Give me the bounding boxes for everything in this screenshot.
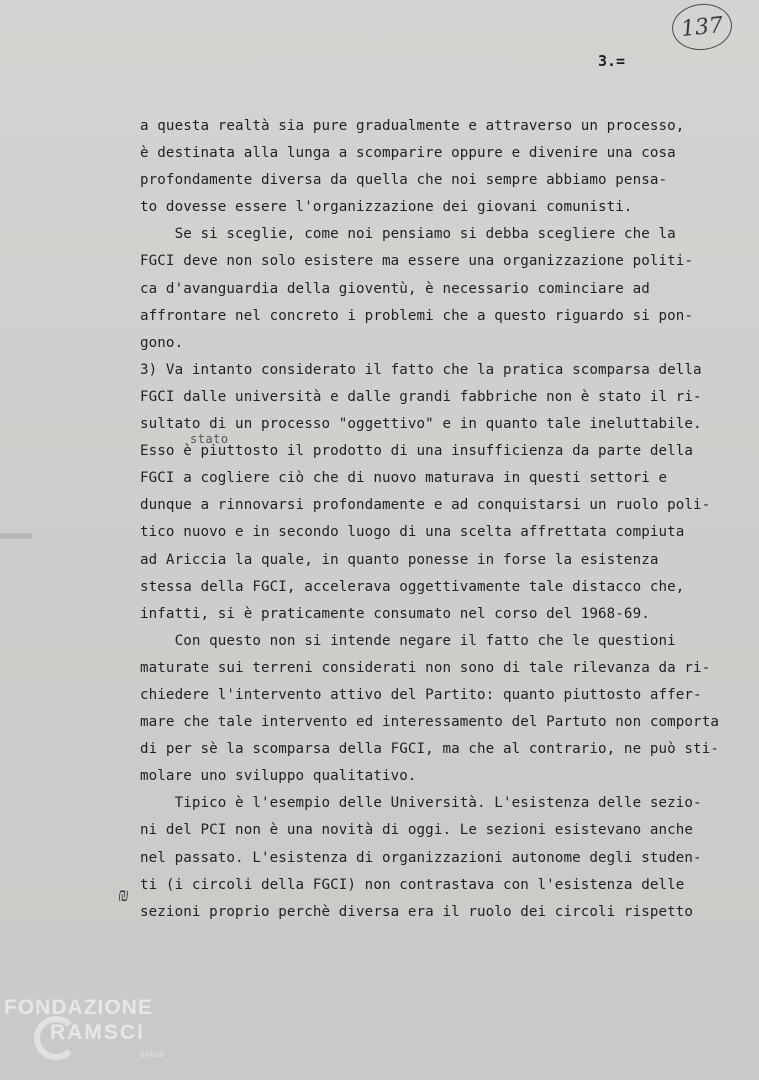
text-line: Con questo non si intende negare il fatto che le questioni xyxy=(140,632,676,649)
margin-annotation: ₪ xyxy=(118,885,129,906)
text-line: profondamente diversa da quella che noi sempre abbiamo pensa- xyxy=(140,172,668,189)
text-line: 3) Va intanto considerato il fatto che la pratica scomparsa della xyxy=(140,361,702,378)
text-line: di per sè la scomparsa della FGCI, ma che al contrario, ne può sti- xyxy=(140,741,719,758)
text-line: affrontare nel concreto i problemi che a questo riguardo si pon- xyxy=(140,307,694,324)
text-line: molare uno sviluppo qualitativo. xyxy=(140,768,417,785)
text-line: dunque a rinnovarsi profondamente e ad conquistarsi un ruolo poli- xyxy=(140,497,711,514)
text-line: sezioni proprio perchè diversa era il ruolo dei circoli rispetto xyxy=(140,903,694,920)
text-line: è destinata alla lunga a scomparire oppure e divenire una cosa xyxy=(140,145,676,162)
text-line: FGCI a cogliere ciò che di nuovo maturava in questi settori e xyxy=(140,470,668,487)
text-line: to dovesse essere l'organizzazione dei giovani comunisti. xyxy=(140,199,633,216)
typewritten-body xyxy=(140,113,750,926)
text-line: FGCI dalle università e dalle grandi fabbriche non è stato il ri- xyxy=(140,388,702,405)
text-line: ca d'avanguardia della gioventù, è necessario cominciare ad xyxy=(140,280,650,297)
text-line: maturate sui terreni considerati non sono di tale rilevanza da ri- xyxy=(140,659,711,676)
text-line: a questa realtà sia pure gradualmente e attraverso un processo, xyxy=(140,118,685,134)
page-number: 3.= xyxy=(598,52,626,70)
fondazione-gramsci-watermark xyxy=(4,996,189,1076)
text-line: nel passato. L'esistenza di organizzazioni autonome degli studen- xyxy=(140,849,702,866)
text-line: ad Ariccia la quale, in quanto ponesse in forse la esistenza xyxy=(140,551,659,568)
text-line: ni del PCI non è una novità di oggi. Le sezioni esistevano anche xyxy=(140,822,694,839)
text-line: infatti, si è praticamente consumato nel corso del 1968-69. xyxy=(140,605,650,622)
text-line: gono. xyxy=(140,334,184,351)
handwritten-insertion: stato xyxy=(190,432,229,446)
text-line: ti (i circoli della FGCI) non contrastava con l'esistenza delle xyxy=(140,876,685,893)
text-line: sultato di un processo "oggettivo" e in quanto tale ineluttabile. xyxy=(140,416,702,433)
text-line: Se si sceglie, come noi pensiamo si debba scegliere che la xyxy=(140,226,676,243)
watermark-line1: FONDAZIONE xyxy=(4,996,153,1019)
text-line: tico nuovo e in secondo luogo di una scelta affrettata compiuta xyxy=(140,524,685,541)
text-line: Tipico è l'esempio delle Università. L'esistenza delle sezio- xyxy=(140,795,702,812)
text-line: chiedere l'intervento attivo del Partito: quanto piuttosto affer- xyxy=(140,686,702,703)
scan-edge-mark xyxy=(0,533,32,539)
watermark-line2: RAMSCI xyxy=(50,1021,145,1044)
archive-number-stamp: 137 xyxy=(670,1,734,53)
text-line: Esso è piuttosto il prodotto di una insufficienza da parte della xyxy=(140,443,694,460)
watermark-small: onlus xyxy=(140,1050,165,1059)
text-line: FGCI deve non solo esistere ma essere una organizzazione politi- xyxy=(140,253,694,270)
text-line: stessa della FGCI, accelerava oggettivamente tale distacco che, xyxy=(140,578,685,595)
text-line: mare che tale intervento ed interessamento del Partuto non comporta xyxy=(140,714,719,731)
